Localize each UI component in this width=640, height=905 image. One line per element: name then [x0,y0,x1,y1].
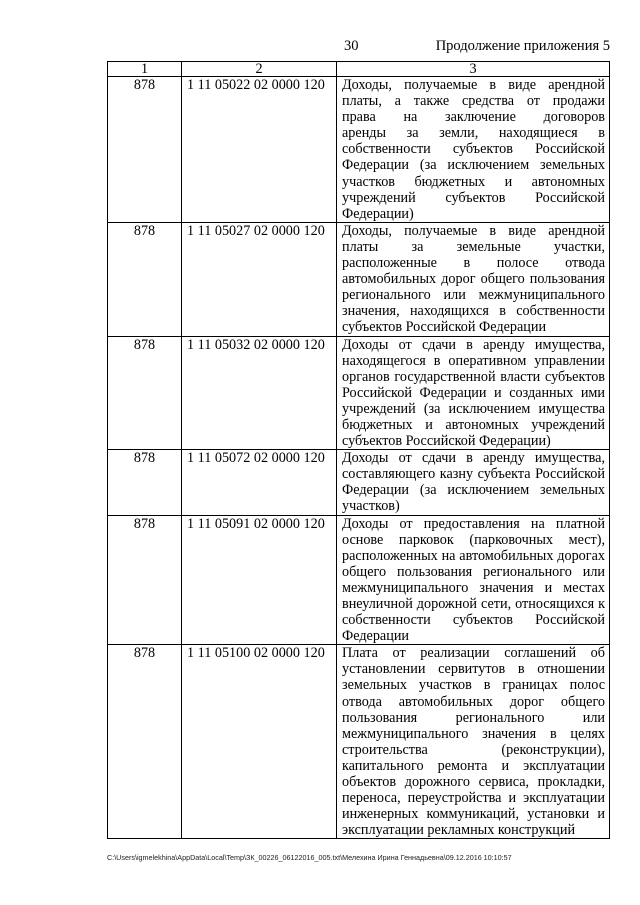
admin-code-cell: 878 [108,450,182,515]
description-line: пользования регионального или [342,709,605,726]
footer-file-path: C:\Users\igmelekhina\AppData\Local\Temp\ЗК_00226_06122016_005.txt\Мелехина Ирина Геннадьевна\09.12.2016 10:10:57 [107,853,512,862]
description-line: установлении сервитутов в отношении [342,661,605,678]
description-line: значения, находящихся в собственности [342,303,605,320]
continuation-title: Продолжение приложения 5 [435,38,610,54]
description-line: аренды за земли, находящиеся в [342,125,605,142]
description-cell [337,645,610,839]
description-line: автомобильных дорог общего пользования [342,271,605,288]
column-number-1: 1 [108,62,182,77]
description-line: расположенных на автомобильных дорогах [342,547,605,564]
description-cell [337,336,610,450]
description-line: Российской Федерации и созданных ими [342,384,605,401]
description-line: Доходы от сдачи в аренду имущества, [342,336,605,353]
table-row [108,77,610,223]
description-line: Федерации [342,628,410,645]
description-line: Доходы, получаемые в виде арендной [342,77,605,93]
table-row [108,450,610,515]
admin-code-cell: 878 [108,515,182,645]
description-line: права на заключение договоров [342,109,605,126]
description-line: платы за земельные участки, [342,238,605,255]
column-number-2: 2 [182,62,337,77]
description-line: Плата от реализации соглашений об [342,645,605,662]
description-line: межмуниципального значения и местах [342,579,605,596]
description-cell [337,515,610,645]
description-line: субъектов Российской Федерации) [342,433,551,450]
table-row [108,645,610,839]
description-line: расположенные в полосе отвода [342,255,605,272]
description-line: бюджетных и автономных учреждений [342,416,605,433]
description-line: инженерных коммуникаций, установки и [342,806,605,823]
revenue-code-cell: 1 11 05027 02 0000 120 [182,222,337,336]
revenue-code-cell: 1 11 05100 02 0000 120 [182,645,337,839]
admin-code-cell: 878 [108,645,182,839]
description-line: внеуличной дорожной сети, относящихся к [342,596,605,612]
description-line: собственности субъектов Российской [342,141,605,158]
table-body [108,62,610,839]
table-row [108,222,610,336]
column-number-3: 3 [337,62,610,77]
description-line: учреждений субъектов Российской [342,189,605,206]
column-number-row [108,62,610,77]
description-line: составляющего казну субъекта Российской [342,466,605,483]
description-line: Федерации (за исключением земельных [342,482,605,499]
page-number: 30 [344,38,359,54]
description-cell [337,77,610,223]
description-line: общего пользования регионального или [342,563,605,580]
description-line: органов государственной власти субъектов [342,368,605,385]
description-line: строительства (реконструкции), [342,741,605,758]
table-row [108,515,610,645]
description-line: находящегося в оперативном управлении [342,352,605,369]
description-line: собственности субъектов Российской [342,612,605,629]
description-line: межмуниципального значения в целях [342,725,605,742]
revenue-code-cell: 1 11 05022 02 0000 120 [182,77,337,223]
admin-code-cell: 878 [108,336,182,450]
revenue-code-cell: 1 11 05091 02 0000 120 [182,515,337,645]
description-line: земельных участков в границах полос [342,677,605,694]
description-line: Доходы, получаемые в виде арендной [342,222,605,239]
table-row [108,336,610,450]
description-line: Федерации (за исключением земельных [342,157,605,174]
description-line: эксплуатации рекламных конструкций [342,822,576,839]
description-line: Доходы от сдачи в аренду имущества, [342,450,605,467]
description-line: переноса, переустройства и эксплуатации [342,790,605,807]
description-cell [337,450,610,515]
revenue-codes-table [107,61,610,839]
description-line: регионального или межмуниципального [342,287,605,304]
description-line: капитального ремонта и эксплуатации [342,757,605,774]
description-line: Доходы от предоставления на платной [342,515,605,532]
description-line: платы, а также средства от продажи [342,93,605,110]
description-line: основе парковок (парковочных мест), [342,531,605,548]
revenue-code-cell: 1 11 05072 02 0000 120 [182,450,337,515]
description-line: учреждений (за исключением имущества [342,400,605,417]
revenue-code-cell: 1 11 05032 02 0000 120 [182,336,337,450]
description-line: отвода автомобильных дорог общего [342,693,605,710]
admin-code-cell: 878 [108,77,182,223]
description-line: объектов дорожного сервиса, прокладки, [342,774,605,791]
description-line: участков) [342,498,400,515]
description-line: субъектов Российской Федерации [342,319,547,336]
admin-code-cell: 878 [108,222,182,336]
description-line: участков бюджетных и автономных [342,173,605,190]
description-cell [337,222,610,336]
description-line: Федерации) [342,205,414,222]
